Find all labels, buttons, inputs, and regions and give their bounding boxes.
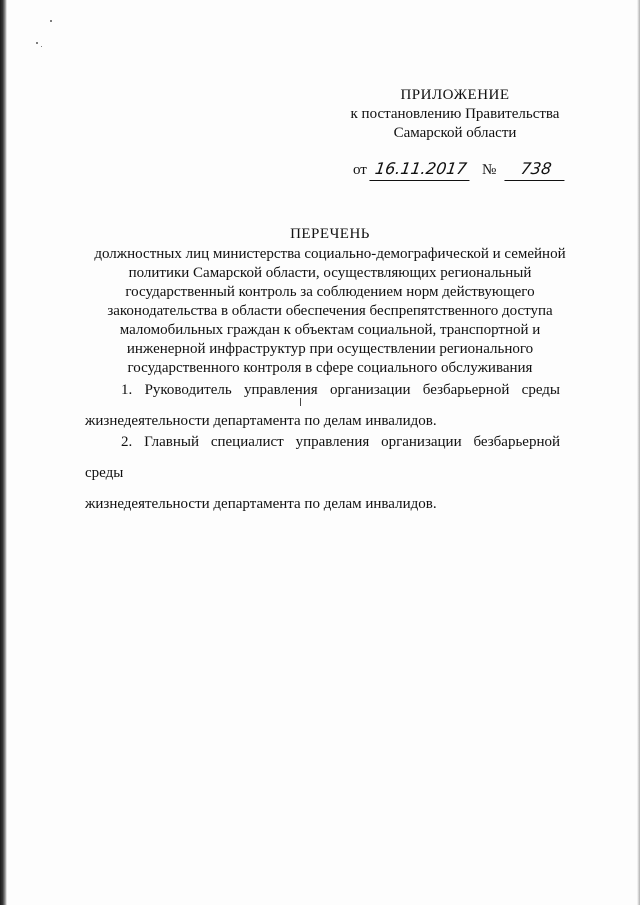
title-line: маломобильных граждан к объектам социальной, транспортной и <box>119 322 541 338</box>
title-line: законодательства в области обеспечения беспрепятственного доступа <box>107 303 553 319</box>
title-line: должностных лиц министерства социально-демографической и семейной <box>94 246 566 262</box>
scan-left-edge <box>0 0 7 905</box>
title-line: инженерной инфраструктур при осуществлении регионального <box>126 341 534 357</box>
list-item-text: 1. Руководитель управления организации безбарьерной среды <box>121 382 560 398</box>
appendix-line-1: к постановлению Правительства <box>350 106 560 122</box>
list-item-2 <box>85 427 560 520</box>
list-title-block <box>60 225 600 378</box>
appendix-heading: ПРИЛОЖЕНИЕ <box>400 87 510 103</box>
title-line: государственного контроля в сфере социального обслуживания <box>127 360 533 376</box>
decree-from-label: от <box>353 162 367 178</box>
list-item-text: 2. Главный специалист управления организации безбарьерной среды <box>85 434 560 481</box>
decree-number: 738 <box>504 158 567 181</box>
list-item-text: жизнедеятельности департамента по делам инвалидов. <box>85 496 437 512</box>
scan-speck <box>41 46 42 47</box>
list-item-text: жизнедеятельности департамента по делам инвалидов. <box>85 413 437 429</box>
decree-reference <box>353 158 566 181</box>
title-line: государственный контроль за соблюдением норм действующего <box>125 284 535 300</box>
scan-mark <box>300 398 301 406</box>
scan-speck <box>50 20 52 22</box>
decree-date: 16.11.2017 <box>369 158 472 181</box>
decree-number-label: № <box>481 162 497 178</box>
appendix-block <box>330 86 580 143</box>
scan-speck <box>36 42 38 44</box>
list-heading: ПЕРЕЧЕНЬ <box>290 226 370 242</box>
appendix-line-2: Самарской области <box>393 125 517 141</box>
title-line: политики Самарской области, осуществляющих региональный <box>128 265 532 281</box>
